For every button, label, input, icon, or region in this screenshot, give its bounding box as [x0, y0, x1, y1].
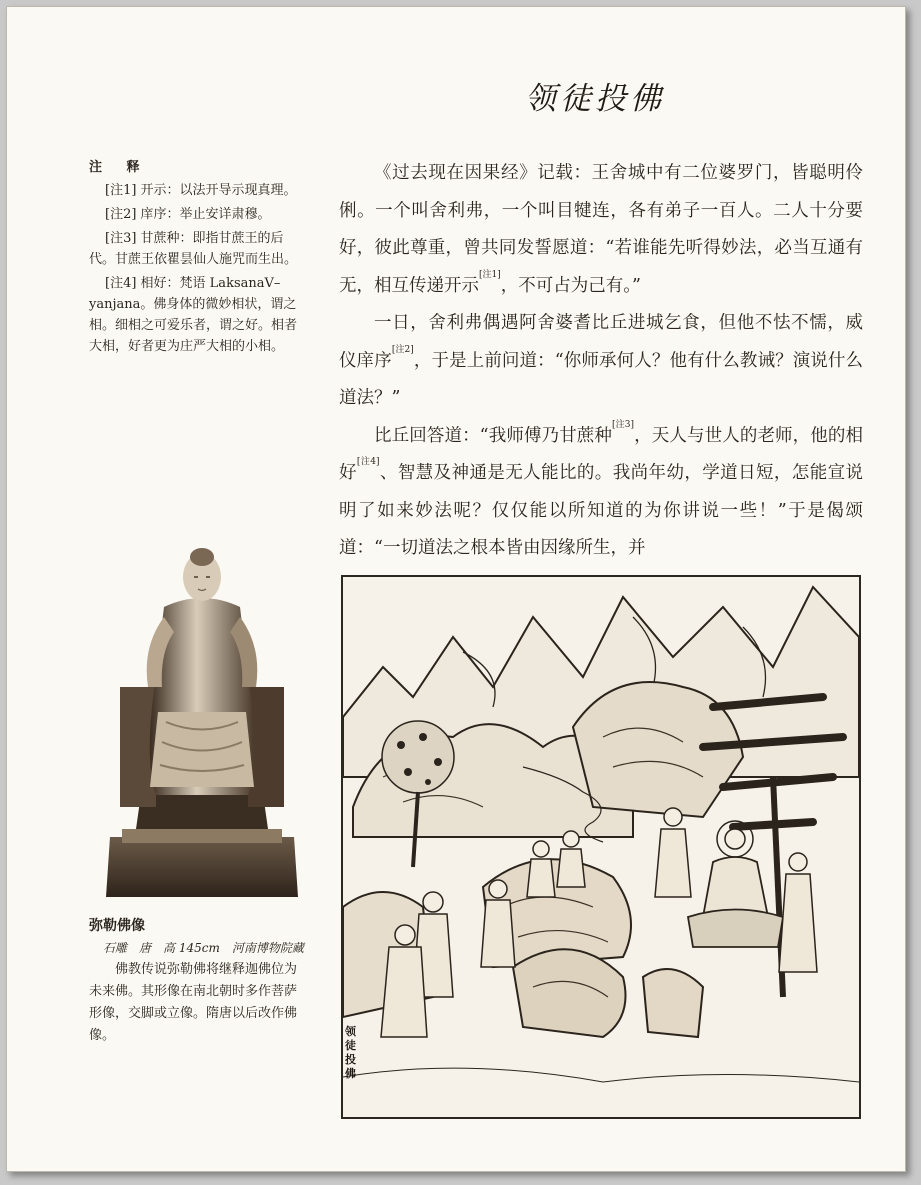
- main-text: [339, 155, 863, 568]
- notes-section: [89, 157, 309, 360]
- book-page: [6, 6, 906, 1172]
- note-ref: [注1]: [479, 269, 501, 280]
- text-run: ，于是上前问道：“你师承何人？他有什么教诫？演说什么道法？”: [339, 350, 864, 408]
- text-run: ，不可占为己有。”: [500, 275, 641, 296]
- note-item: [注2] 庠序：举止安详肃穆。: [105, 207, 271, 222]
- note-item: [注3] 甘蔗种：即指甘蔗王的后代。甘蔗王依瞿昙仙人施咒而生出。: [89, 231, 298, 267]
- caption-title: 弥勒佛像: [89, 918, 145, 934]
- note-item: [注1] 开示：以法开导示现真理。: [105, 183, 297, 198]
- paragraph: [339, 155, 863, 305]
- note-ref: [注4]: [356, 457, 380, 467]
- text-run: 一日，舍利弗偶遇阿舍婆耆比丘进城乞食，但他不怯不懦，威仪庠序: [339, 313, 863, 371]
- caption-info: 石雕 唐 高 145cm 河南博物院藏: [103, 941, 304, 955]
- note-item: [注4] 相好：梵语 LaksanaV–yanjana。佛身体的微妙相状，谓之相。细相之可爱乐者，谓之好。相者大相，好者更为庄严大相的小相。: [89, 276, 298, 354]
- paragraph: [339, 305, 863, 418]
- caption-body: 佛教传说弥勒佛将继释迦佛位为未来佛。其形像在南北朝时多作菩萨形像，交脚或立像。隋唐以后改作佛像。: [89, 962, 298, 1043]
- text-run: ，天人与世人的老师，他的相好: [339, 425, 864, 483]
- statue-caption: [89, 915, 307, 1047]
- illustration-scene: [343, 577, 859, 1117]
- paragraph: [339, 418, 863, 568]
- notes-heading: 注 释: [89, 160, 150, 175]
- page-title: 领徒投佛: [525, 81, 665, 117]
- text-run: 、智慧及神通是无人能比的。我尚年幼，学道日短，怎能宣说明了如来妙法呢？仅仅能以所知道的为你讲说一些！”于是偈颂道：“一切道法之根本皆由因缘所生，并: [339, 463, 864, 558]
- text-run: 《过去现在因果经》记载：王舍城中有二位婆罗门，皆聪明伶俐。一个叫舍利弗，一个叫目犍连，各有弟子一百人。二人十分要好，彼此尊重，曾共同发誓愿道：“若谁能先听得妙法，必当互通有无，相互传递开示: [339, 163, 863, 296]
- note-ref: [注2]: [391, 344, 414, 355]
- maitreya-statue-image: [102, 537, 302, 907]
- woodblock-illustration: [341, 575, 861, 1119]
- text-run: 比丘回答道：“我师傅乃甘蔗种: [374, 425, 613, 446]
- note-ref: [注3]: [612, 419, 635, 430]
- illustration-seal-text: 领徒投佛: [345, 1025, 356, 1080]
